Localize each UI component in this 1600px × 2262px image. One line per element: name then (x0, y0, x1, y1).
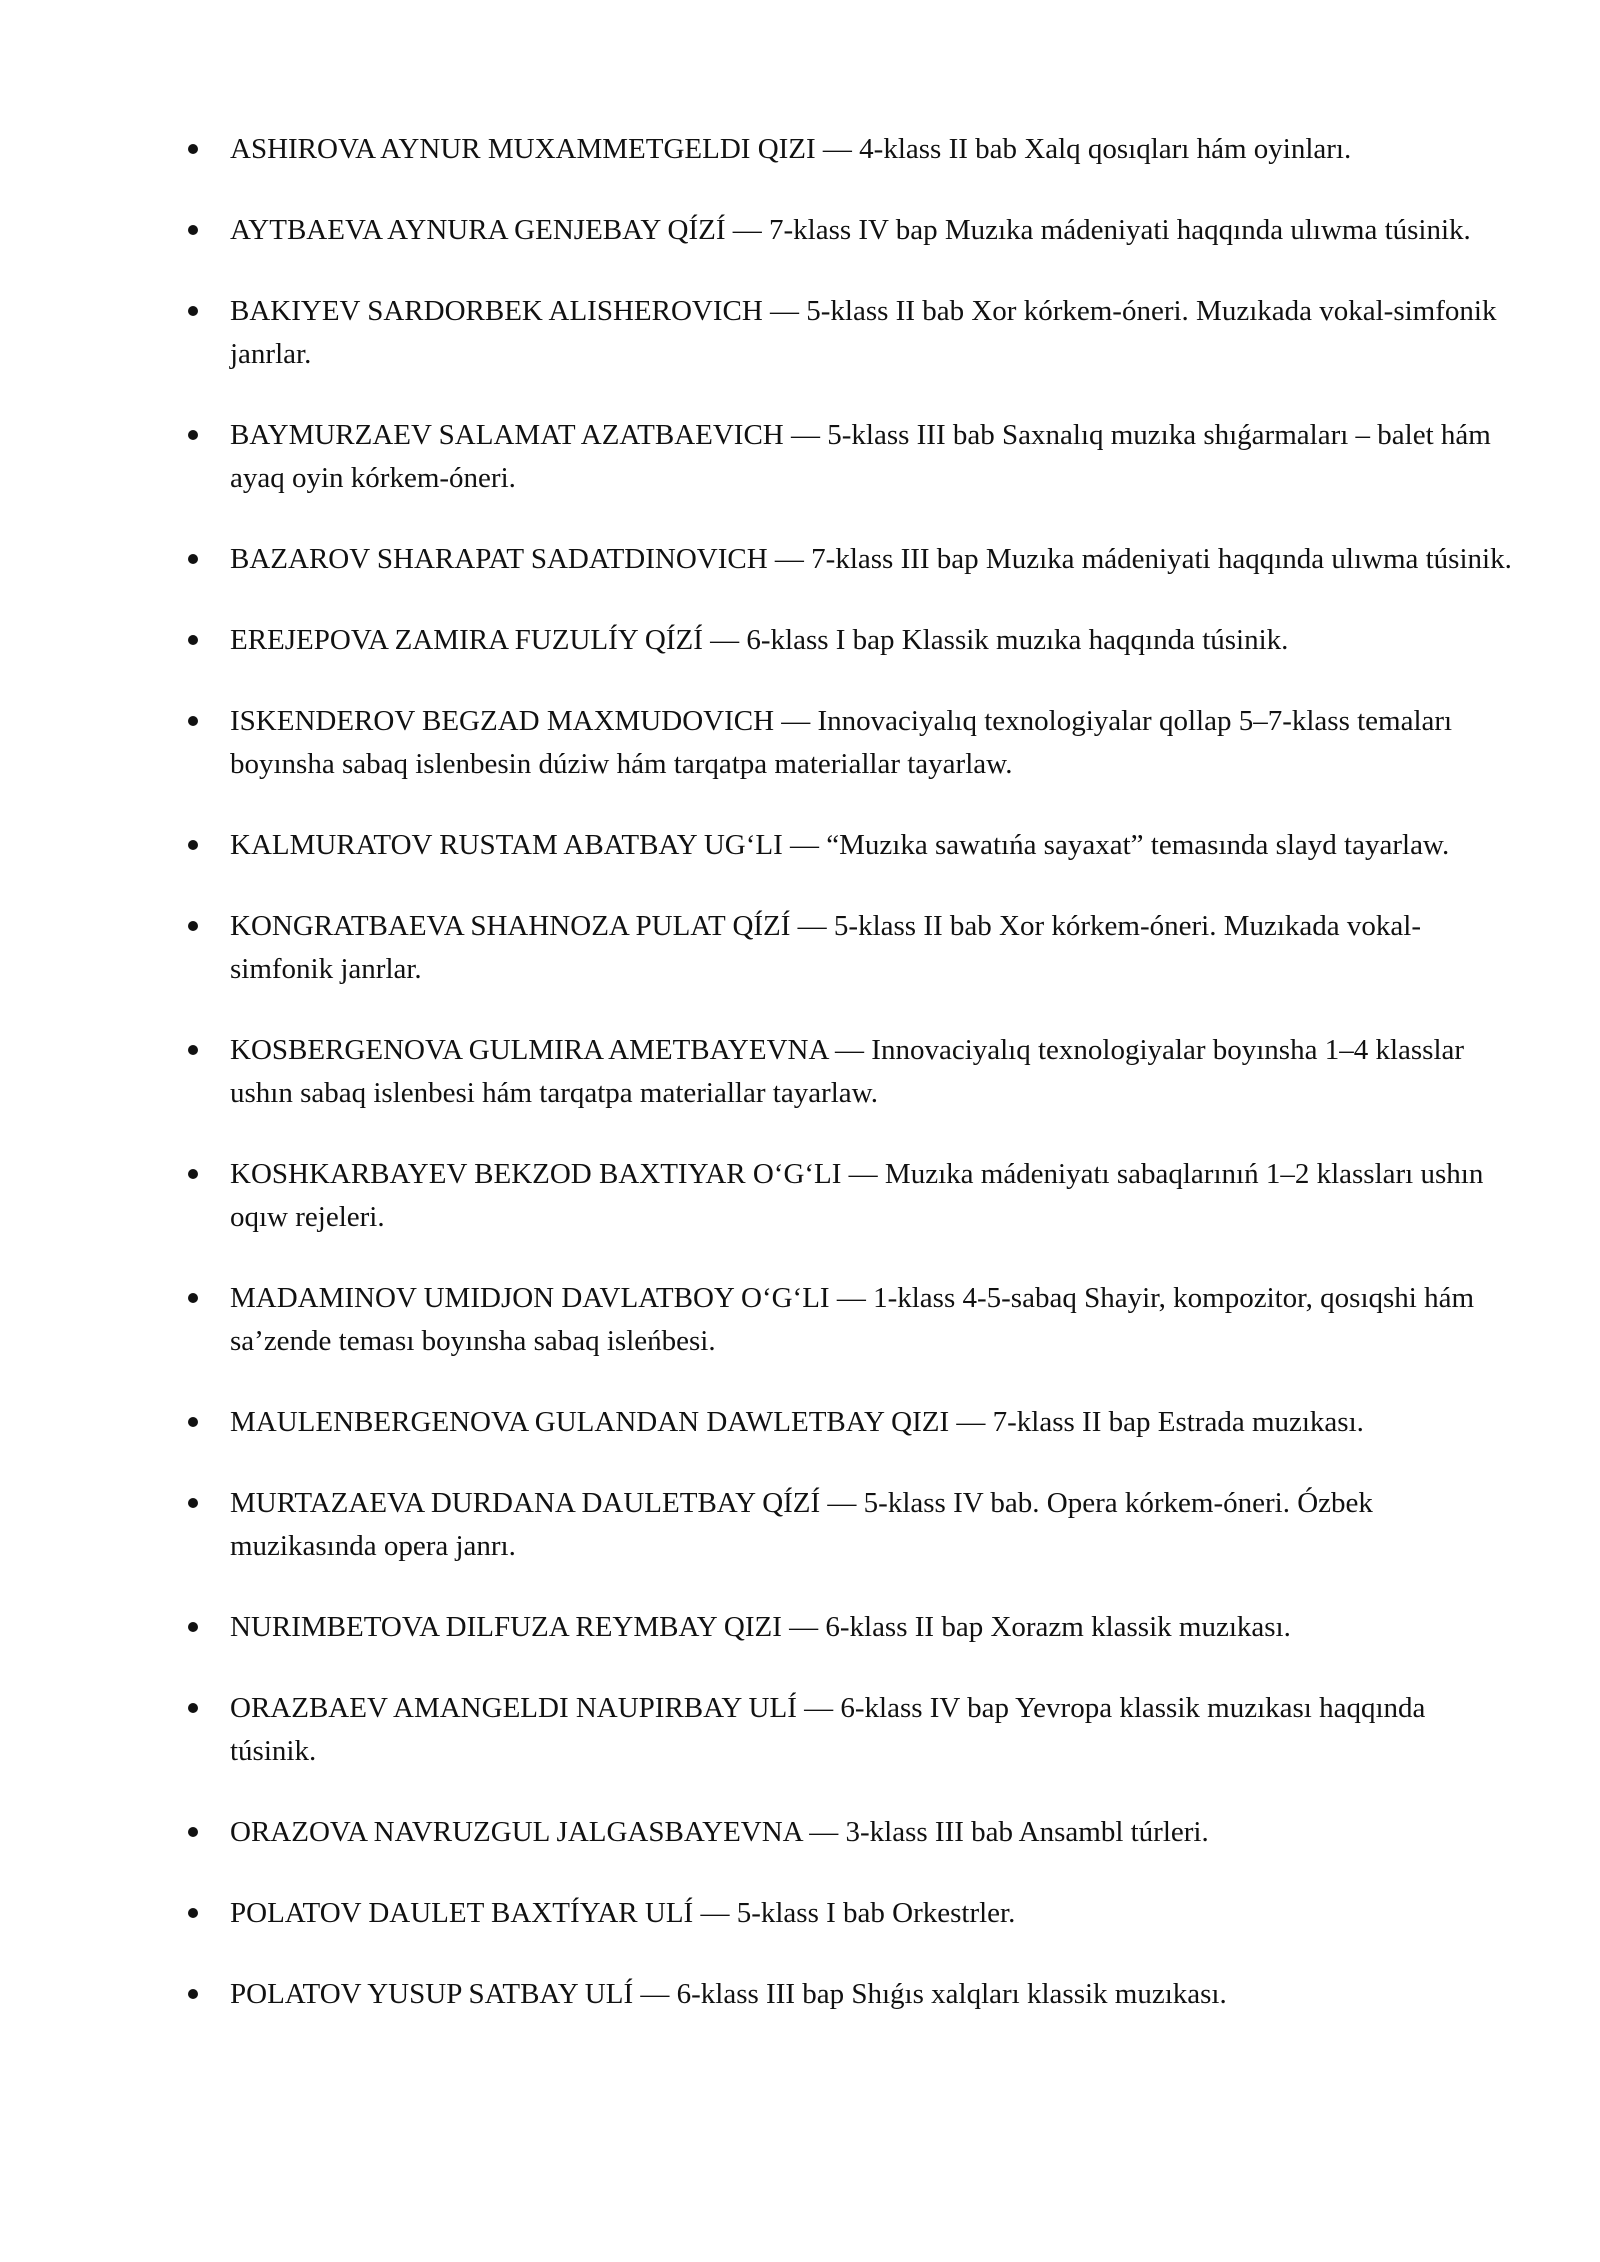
list-item (188, 619, 1518, 662)
bullet-icon (188, 554, 198, 564)
entry-text: AYTBAEVA AYNURA GENJEBAY QÍZÍ — 7-klass IV bap Muzıka mádeniyati haqqında ulıwma túsinik. (230, 214, 1471, 246)
list-item (188, 700, 1518, 786)
list-item (188, 290, 1518, 376)
list-item (188, 1973, 1518, 2016)
bullet-icon (188, 144, 198, 154)
entry-list (188, 128, 1518, 2054)
bullet-icon (188, 1498, 198, 1508)
bullet-icon (188, 716, 198, 726)
list-item (188, 1606, 1518, 1649)
bullet-icon (188, 635, 198, 645)
list-item (188, 1029, 1518, 1115)
bullet-icon (188, 1908, 198, 1918)
list-item (188, 1482, 1518, 1568)
bullet-icon (188, 1703, 198, 1713)
bullet-icon (188, 1293, 198, 1303)
entry-text: ORAZOVA NAVRUZGUL JALGASBAYEVNA — 3-klass III bab Ansambl túrleri. (230, 1816, 1209, 1848)
entry-text: ISKENDEROV BEGZAD MAXMUDOVICH — Innovaciyalıq texnologiyalar qollap 5–7-klass temaları boyınsha sabaq islenbesin dúziw hám tarqatpa materiallar tayarlaw. (230, 705, 1453, 780)
bullet-icon (188, 430, 198, 440)
list-item (188, 824, 1518, 867)
entry-text: ORAZBAEV AMANGELDI NAUPIRBAY ULÍ — 6-klass IV bap Yevropa klassik muzıkası haqqında túsinik. (230, 1692, 1426, 1767)
list-item (188, 414, 1518, 500)
list-item (188, 538, 1518, 581)
list-item (188, 1811, 1518, 1854)
bullet-icon (188, 1622, 198, 1632)
entry-text: BAKIYEV SARDORBEK ALISHEROVICH — 5-klass II bab Xor kórkem-óneri. Muzıkada vokal-simfonik janrlar. (230, 295, 1497, 370)
entry-text: POLATOV DAULET BAXTÍYAR ULÍ — 5-klass I bab Orkestrler. (230, 1897, 1016, 1929)
bullet-icon (188, 1417, 198, 1427)
list-item (188, 209, 1518, 252)
entry-text: MAULENBERGENOVA GULANDAN DAWLETBAY QIZI — 7-klass II bap Estrada muzıkası. (230, 1406, 1364, 1438)
bullet-icon (188, 1827, 198, 1837)
bullet-icon (188, 306, 198, 316)
entry-text: BAYMURZAEV SALAMAT AZATBAEVICH — 5-klass III bab Saxnalıq muzıka shıǵarmaları – balet hám ayaq oyin kórkem-óneri. (230, 419, 1491, 494)
list-item (188, 905, 1518, 991)
bullet-icon (188, 1989, 198, 1999)
entry-text: BAZAROV SHARAPAT SADATDINOVICH — 7-klass III bap Muzıka mádeniyati haqqında ulıwma túsinik. (230, 543, 1512, 575)
bullet-icon (188, 225, 198, 235)
entry-text: KOSHKARBAYEV BEKZOD BAXTIYAR OʻGʻLI — Muzıka mádeniyatı sabaqlarınıń 1–2 klassları ushın oqıw rejeleri. (230, 1158, 1484, 1233)
entry-text: KALMURATOV RUSTAM ABATBAY UGʻLI — “Muzıka sawatıńa sayaxat” temasında slayd tayarlaw. (230, 829, 1450, 861)
entry-text: ASHIROVA AYNUR MUXAMMETGELDI QIZI — 4-klass II bab Xalq qosıqları hám oyinları. (230, 133, 1352, 165)
list-item (188, 1892, 1518, 1935)
entry-text: EREJEPOVA ZAMIRA FUZULÍY QÍZÍ — 6-klass I bap Klassik muzıka haqqında túsinik. (230, 624, 1289, 656)
list-item (188, 1401, 1518, 1444)
entry-text: NURIMBETOVA DILFUZA REYMBAY QIZI — 6-klass II bap Xorazm klassik muzıkası. (230, 1611, 1291, 1643)
bullet-icon (188, 921, 198, 931)
entry-text: MADAMINOV UMIDJON DAVLATBOY OʻGʻLI — 1-klass 4-5-sabaq Shayir, kompozitor, qosıqshi hám sa’zende teması boyınsha sabaq isleńbesi. (230, 1282, 1475, 1357)
bullet-icon (188, 1169, 198, 1179)
bullet-icon (188, 840, 198, 850)
list-item (188, 1277, 1518, 1363)
list-item (188, 128, 1518, 171)
entry-text: MURTAZAEVA DURDANA DAULETBAY QÍZÍ — 5-klass IV bab. Opera kórkem-óneri. Ózbek muzikasında opera janrı. (230, 1487, 1373, 1562)
entry-text: KOSBERGENOVA GULMIRA AMETBAYEVNA — Innovaciyalıq texnologiyalar boyınsha 1–4 klasslar ushın sabaq islenbesi hám tarqatpa materiallar tayarlaw. (230, 1034, 1465, 1109)
entry-text: POLATOV YUSUP SATBAY ULÍ — 6-klass III bap Shıǵıs xalqları klassik muzıkası. (230, 1978, 1227, 2010)
list-item (188, 1153, 1518, 1239)
bullet-icon (188, 1045, 198, 1055)
entry-text: KONGRATBAEVA SHAHNOZA PULAT QÍZÍ — 5-klass II bab Xor kórkem-óneri. Muzıkada vokal-simfonik janrlar. (230, 910, 1421, 985)
list-item (188, 1687, 1518, 1773)
